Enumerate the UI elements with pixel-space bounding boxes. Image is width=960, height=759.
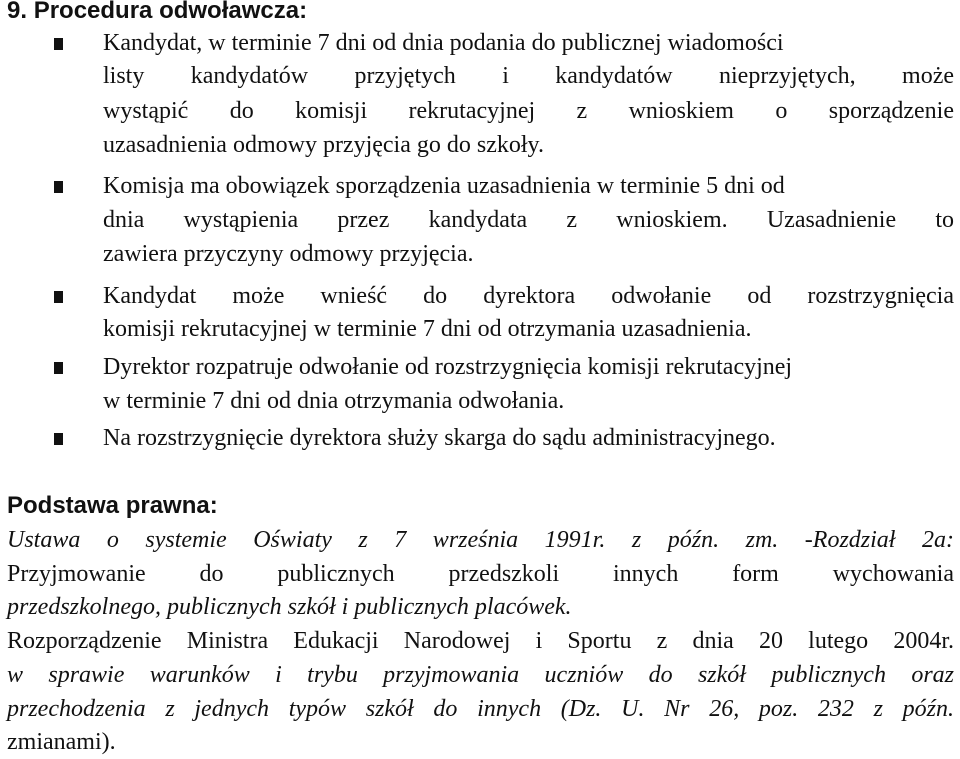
bullet-4-line-2: w terminie 7 dni od dnia otrzymania odwołania. [103,388,565,414]
bullet-1-line-3: wystąpić do komisji rekrutacyjnej z wnioskiem o sporządzenie [103,98,954,124]
bullet-2-line-1: Komisja ma obowiązek sporządzenia uzasadnienia w terminie 5 dni od [103,173,785,199]
bullet-2-line-2: dnia wystąpienia przez kandydata z wnioskiem. Uzasadnienie to [103,207,954,233]
bullet-4-line-1: Dyrektor rozpatruje odwołanie od rozstrzygnięcia komisji rekrutacyjnej [103,354,793,380]
bullet-marker [54,38,63,50]
bullet-marker [54,362,63,374]
bullet-1-line-2: listy kandydatów przyjętych i kandydatów nieprzyjętych, może [103,63,954,89]
legal-basis-line-2: Przyjmowanie do publicznych przedszkoli innych form wychowania [7,561,954,587]
bullet-2-line-3: zawiera przyczyny odmowy przyjęcia. [103,241,474,267]
legal-basis-line-5: w sprawie warunków i trybu przyjmowania uczniów do szkół publicznych oraz [7,662,954,688]
bullet-3-line-1: Kandydat może wnieść do dyrektora odwołanie od rozstrzygnięcia [103,283,954,309]
section-number: 9. [7,0,28,24]
bullet-1-line-4: uzasadnienia odmowy przyjęcia go do szkoły. [103,132,544,158]
section-heading [7,0,307,27]
legal-basis-heading: Podstawa prawna: [7,492,218,519]
bullet-5-line-1: Na rozstrzygnięcie dyrektora służy skarga do sądu administracyjnego. [103,425,776,451]
legal-basis-line-4: Rozporządzenie Ministra Edukacji Narodowej i Sportu z dnia 20 lutego 2004r. [7,628,954,654]
bullet-3-line-2: komisji rekrutacyjnej w terminie 7 dni od otrzymania uzasadnienia. [103,316,752,342]
bullet-marker [54,291,63,303]
section-title: Procedura odwoławcza: [33,0,308,24]
legal-basis-line-6: przechodzenia z jednych typów szkół do innych (Dz. U. Nr 26, poz. 232 z późn. [7,696,954,722]
legal-basis-line-7: zmianami). [7,729,116,755]
bullet-marker [54,433,63,445]
legal-basis-line-1: Ustawa o systemie Oświaty z 7 września 1991r. z późn. zm. -Rozdział 2a: [7,527,954,553]
bullet-marker [54,181,63,193]
legal-basis-line-3: przedszkolnego, publicznych szkół i publicznych placówek. [7,594,572,620]
bullet-1-line-1: Kandydat, w terminie 7 dni od dnia podania do publicznej wiadomości [103,30,784,56]
